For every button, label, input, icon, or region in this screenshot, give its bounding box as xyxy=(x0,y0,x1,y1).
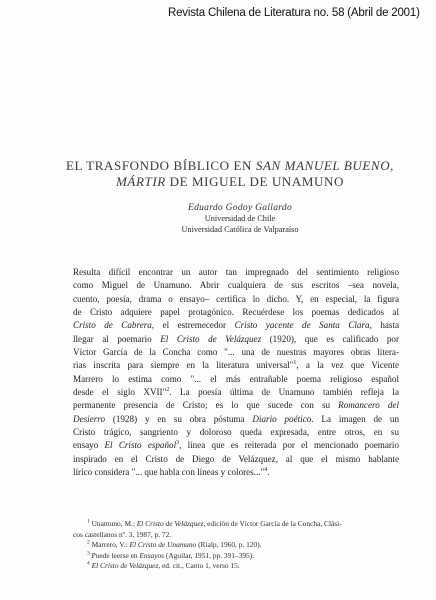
footnote-ref[interactable]: 1 xyxy=(293,360,297,367)
body-fragment: , a la vez que Vicente xyxy=(296,360,399,371)
body-line: Cristo trágico, sangriento y doloroso queda expresada, entre otros, en su xyxy=(73,427,399,438)
footnote-1-continuation: cos castellanos nº. 3, 1987, p. 72. xyxy=(73,529,172,539)
journal-citation-header: Revista Chilena de Literatura no. 58 (Abril de 2001) xyxy=(168,7,420,19)
body-fragment: , línea que es reiterada por el mencionado poemario xyxy=(179,440,399,451)
italic-work-title: Romancero del xyxy=(338,400,399,411)
footnote-ref[interactable]: 3 xyxy=(176,440,180,447)
body-line: de Cristo adquiere papel protagónico. Recuérdese los poemas dedicados al xyxy=(73,307,399,318)
body-line: Víctor García de la Concha como "... una de nuestras mayores obras litera- xyxy=(73,347,399,358)
footnote-italic-title: El Cristo de Velázquez xyxy=(136,519,204,528)
italic-work-title: Desierro xyxy=(73,413,105,424)
body-line xyxy=(73,466,399,479)
body-line xyxy=(73,439,399,452)
footnote-number: 2 xyxy=(87,539,90,546)
title-italic-part1: SAN MANUEL BUENO, xyxy=(255,158,395,173)
body-line xyxy=(73,386,399,399)
body-fragment: desde el siglo XVII" xyxy=(73,387,167,398)
italic-work-title: El Cristo español xyxy=(104,440,177,451)
footnotes xyxy=(73,519,399,572)
body-fragment: . xyxy=(267,467,270,478)
author-affiliation-2: Universidad Católica de Valparaíso xyxy=(181,224,299,234)
body-fragment: , el estremecedor xyxy=(151,320,235,331)
body-line xyxy=(73,359,399,372)
footnote-4 xyxy=(73,561,399,572)
article-title xyxy=(60,158,400,190)
footnote-text: Marrero, V.: xyxy=(89,540,130,550)
body-fragment: , hasta xyxy=(369,320,400,331)
author-name: Eduardo Godoy Gallardo xyxy=(187,203,293,213)
footnote-number: 1 xyxy=(87,518,90,525)
body-line xyxy=(73,319,399,332)
footnote-1 xyxy=(73,519,399,530)
author-block xyxy=(110,203,370,235)
body-fragment: . La imagen de un xyxy=(311,413,399,424)
body-fragment: ensayo xyxy=(73,440,105,451)
italic-work-title: Cristo yacente de Santa Clara xyxy=(234,320,370,331)
footnote-text: (Rialp, 1960, p. 120). xyxy=(196,540,262,550)
footnote-italic-title: El Cristo de Unamuno xyxy=(129,540,197,550)
body-line xyxy=(73,399,399,412)
body-fragment: (1920), que es calificado por xyxy=(261,333,399,344)
body-fragment: (1928) y en su obra póstuma xyxy=(105,413,253,424)
footnote-text: (Aguilar, 1951, pp. 391–395). xyxy=(164,550,255,560)
body-fragment: permanente presencia de Cristo; es lo que sucede con su xyxy=(73,400,339,411)
body-fragment: llegar al poemario xyxy=(73,333,161,344)
footnote-text: , ed. cit., Canto 1, verso 15. xyxy=(158,561,240,571)
footnote-ref[interactable]: 4 xyxy=(264,467,268,474)
footnote-italic-title: El Cristo de Velázquez xyxy=(91,561,159,571)
footnote-text: Unamuno, M.: xyxy=(89,519,137,528)
body-fragment: lírico considera "... que habla con líneas y colores..." xyxy=(73,467,265,478)
footnote-text: Puede leerse en xyxy=(89,550,140,560)
footnote-italic-title: Ensayos xyxy=(139,550,165,560)
author-affiliation-1: Universidad de Chile xyxy=(204,213,276,223)
footnote-2 xyxy=(73,540,399,551)
title-text-part1: EL TRASFONDO BÍBLICO EN xyxy=(65,158,256,173)
body-line: cuento, poesía, drama o ensayo– certifica lo dicho. Y, en especial, la figura xyxy=(73,293,399,304)
article-body xyxy=(73,266,399,480)
body-fragment: rias inscrita para siempre en la literatura universal" xyxy=(73,360,294,371)
body-line: inspirado en el Cristo de Diego de Velázquez, al que el mismo hablante xyxy=(73,453,399,464)
body-fragment: . La poesía última de Unamuno también refleja la xyxy=(169,387,399,398)
title-italic-part2: MÁRTIR xyxy=(115,174,166,189)
italic-work-title: Cristo de Cabrera xyxy=(73,320,152,331)
body-line xyxy=(73,413,399,426)
title-text-part2: DE MIGUEL DE UNAMUNO xyxy=(165,174,345,189)
body-line: Resulta difícil encontrar un autor tan impregnado del sentimiento religioso xyxy=(73,267,399,277)
italic-work-title: El Cristo de Velázquez xyxy=(160,333,262,344)
body-line xyxy=(73,333,399,346)
italic-work-title: Diario poético xyxy=(252,413,312,424)
footnote-3 xyxy=(73,551,399,562)
body-line: como Miguel de Unamuno. Abrir cualquiera de sus escritos –sea novela, xyxy=(73,280,399,291)
footnote-ref[interactable]: 2 xyxy=(166,387,170,394)
footnote-text: , edición de Víctor García de la Concha, Clási- xyxy=(203,519,342,528)
footnote-number: 3 xyxy=(87,550,90,557)
footnote-number: 4 xyxy=(87,560,90,567)
body-line: Marrero lo estima como "... el más entrañable poema religioso español xyxy=(73,373,399,384)
